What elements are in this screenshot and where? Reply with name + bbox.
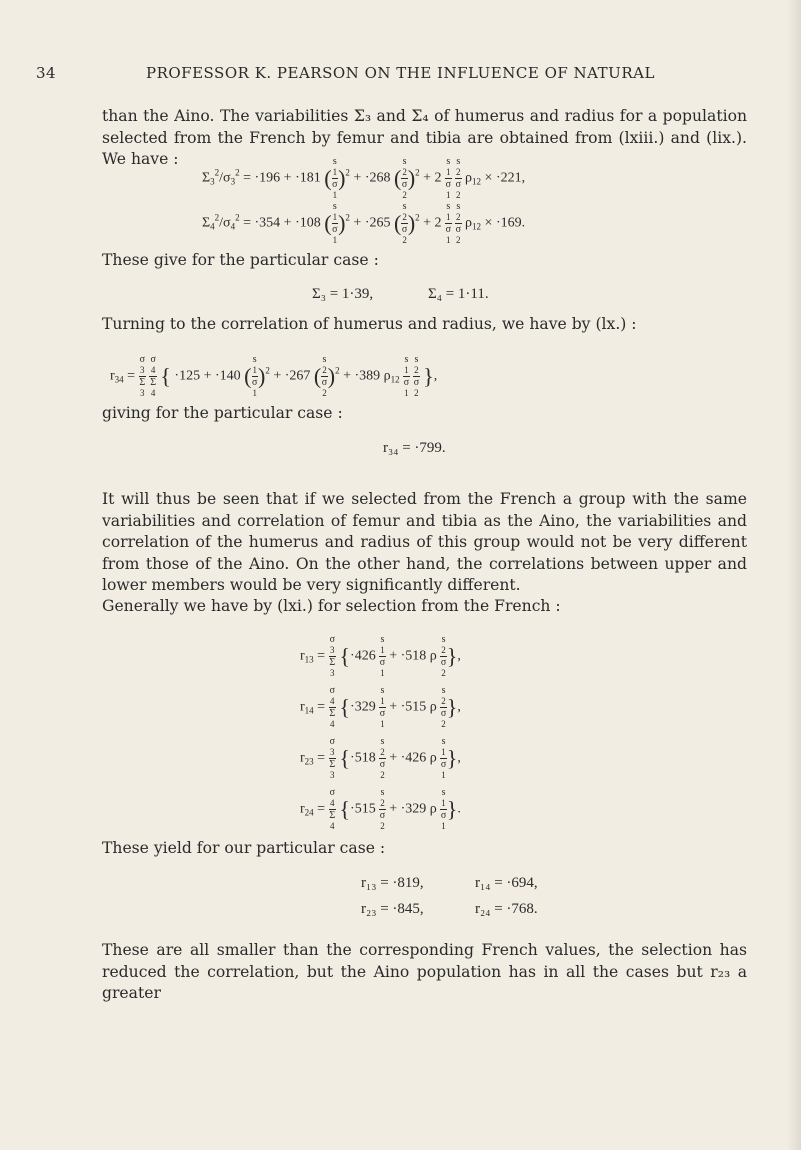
result-r23: r₂₃ = ·845, — [361, 901, 424, 917]
result-r34: r₃₄ = ·799. — [383, 440, 446, 456]
eq2-coef0: ·354 — [254, 215, 281, 231]
r23-coef-a: ·518 — [350, 750, 376, 766]
equation-r13: $r_{13}$ = σ 3 Σ 3 {·426 s 1 σ 1 + ·518 ρ s 2 σ 2 }, — [300, 634, 461, 678]
result-r14: r₁₄ = ·694, — [475, 875, 538, 891]
r24-coef-b: ·329 — [400, 801, 427, 817]
equation-r14: $r_{14}$ = σ 4 Σ 4 {·329 s 1 σ 1 + ·515 ρ s 2 σ 2 }, — [300, 685, 461, 729]
paragraph-generally: Generally we have by (lxi.) for selection from the French : — [102, 597, 561, 615]
result-sigma4: Σ₄ = 1·11. — [428, 286, 489, 302]
result-sigma3: Σ₃ = 1·39, — [312, 286, 374, 302]
r13-coef-a: ·426 — [350, 648, 376, 664]
paragraph-turning: Turning to the correlation of humerus and radius, we have by (lx.) : — [102, 315, 637, 333]
paragraph-particular-case: These give for the particular case : — [102, 251, 379, 269]
page-edge-shadow — [787, 0, 801, 1150]
r13-coef-b: ·518 — [400, 648, 427, 664]
paragraph-intro: than the Aino. The variabilities Σ₃ and Σ₄ of humerus and radius for a population selected from the French by femur and tibia are obtained from (lxiii.) and (lix.). We have : — [102, 107, 747, 168]
result-r13: r₁₃ = ·819, — [361, 875, 424, 891]
equation-sigma3: $\Sigma_3^2/\sigma_3^2 = \cdot 196 + \cdot 181$ ( s 1 σ 1 )$^2$ + ·268 ( s 2 σ 2 )$^2$ + 2 s 1 σ 1 s 2 σ 2 $\rho_{12} \times \cdot 221$, — [202, 156, 526, 200]
eq1-coef3: ·221 — [495, 170, 522, 186]
eq2-coef3: ·169 — [495, 215, 522, 231]
r24-coef-a: ·515 — [350, 801, 376, 817]
eq3-coef2: ·267 — [284, 368, 311, 384]
eq3-coef0: ·125 — [174, 368, 201, 384]
eq2-coef2: ·265 — [364, 215, 391, 231]
paragraph-yield: These yield for our particular case : — [102, 839, 386, 857]
r14-coef-a: ·329 — [350, 699, 376, 715]
result-r24: r₂₄ = ·768. — [475, 901, 538, 917]
equation-r23: $r_{23}$ = σ 3 Σ 3 {·518 s 2 σ 2 + ·426 ρ s 1 σ 1 }, — [300, 736, 461, 780]
paragraph-giving: giving for the particular case : — [102, 404, 343, 422]
eq1-coef1: ·181 — [295, 170, 321, 186]
equation-r34: $r_{34}$ = σ 3 Σ 3 σ 4 Σ 4 { ·125 + ·140 ( s 1 σ 1 )$^2$ + ·267 ( s 2 σ 2 )$^2$ + ·389 $\rho_{12}$ s 1 σ 1 s 2 σ 2 }, — [110, 354, 438, 398]
eq2-coef1: ·108 — [295, 215, 321, 231]
paragraph-conclusion: These are all smaller than the corresponding French values, the selection has reduced the correlation, but the Aino population has in all the cases but r₂₃ a greater — [102, 941, 747, 1002]
r14-coef-b: ·515 — [400, 699, 427, 715]
eq3-coef3: ·389 — [354, 368, 381, 384]
paragraph-discussion: It will thus be seen that if we selected from the French a group with the same variabilities and correlation of femur and tibia as the Aino, the variabilities and correlation of the humerus and radius of this group would not be very different from those of the Aino. On the other hand, the correlations between upper and lower members would be very significantly different. — [102, 490, 747, 594]
running-title: PROFESSOR K. PEARSON ON THE INFLUENCE OF NATURAL — [146, 64, 655, 82]
r23-coef-b: ·426 — [400, 750, 427, 766]
equation-r24: $r_{24}$ = σ 4 Σ 4 {·515 s 2 σ 2 + ·329 ρ s 1 σ 1 }. — [300, 787, 461, 831]
eq3-coef1: ·140 — [215, 368, 241, 384]
equation-sigma4: $\Sigma_4^2/\sigma_4^2 = \cdot 354 + \cdot 108$ ( s 1 σ 1 )$^2$ + ·265 ( s 2 σ 2 )$^2$ + 2 s 1 σ 1 s 2 σ 2 $\rho_{12} \times \cdot 169$. — [202, 201, 526, 245]
running-header — [36, 64, 736, 86]
eq1-coef2: ·268 — [364, 170, 391, 186]
page-number: 34 — [36, 64, 57, 82]
eq1-coef0: ·196 — [254, 170, 281, 186]
